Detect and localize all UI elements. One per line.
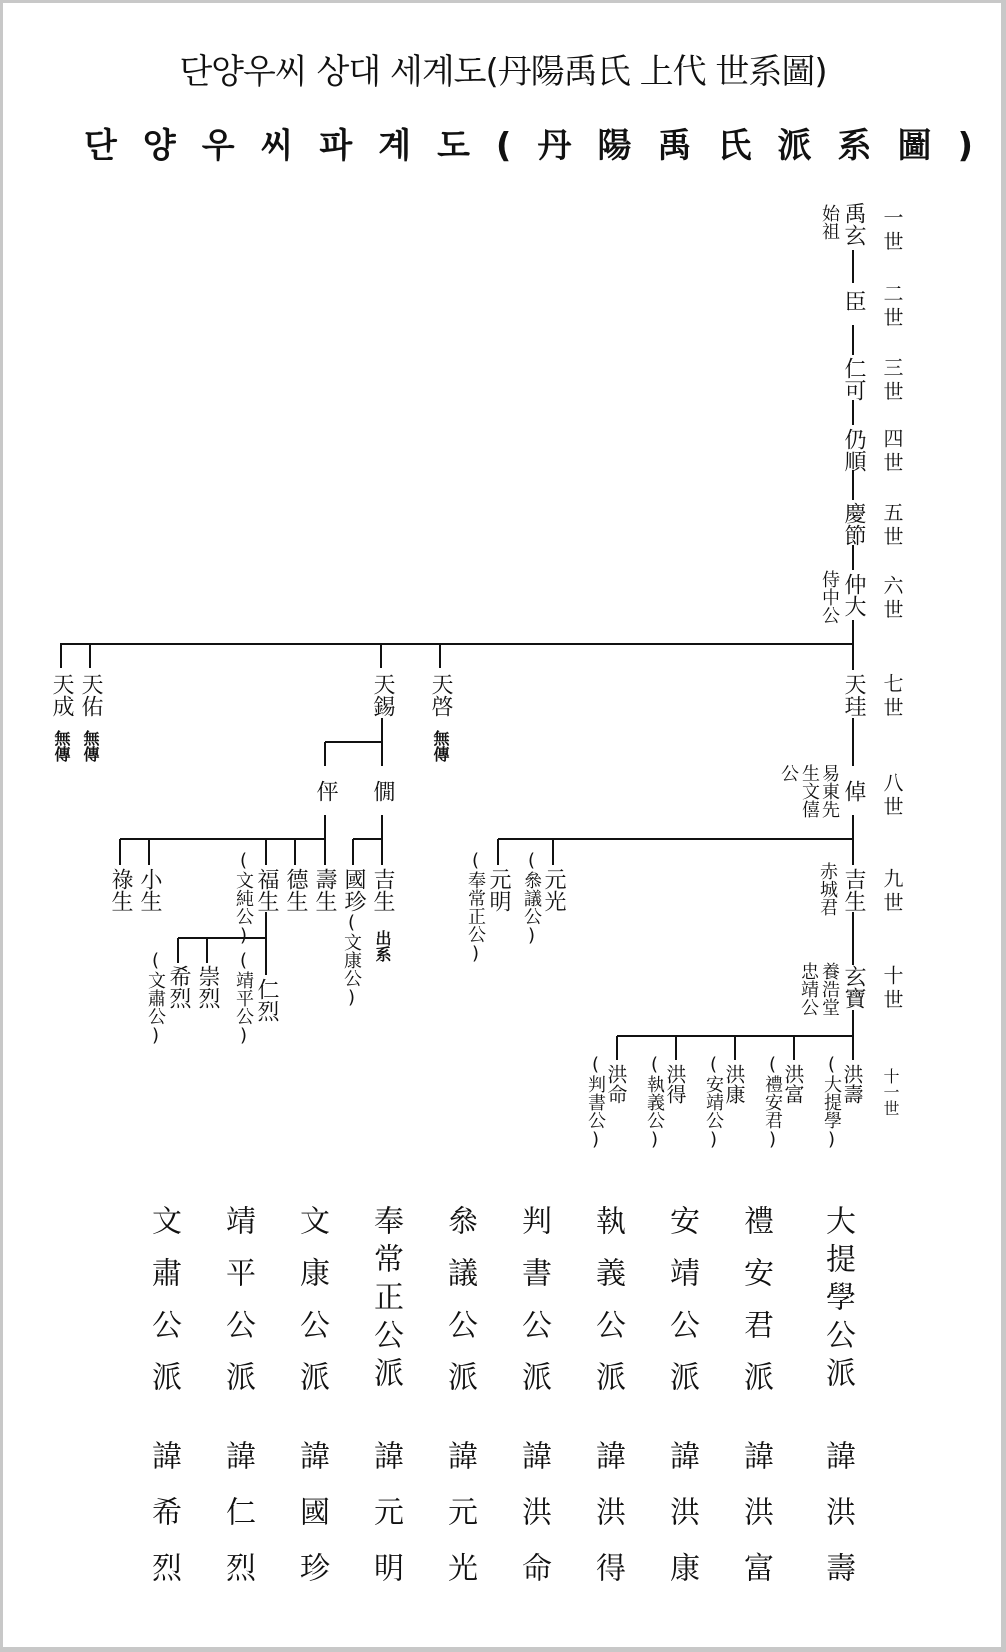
person-tianwoo: 天佑 [78,673,103,717]
note-inryeol: (靖平公) [233,950,254,1046]
person-tianseong: 天成 [49,673,74,717]
note-gukjin: (文康公) [341,912,362,1008]
person-g3: 仁可 [841,357,866,401]
note-g6: 侍中公 [819,570,840,624]
note-hongmyeong: (判書公) [585,1054,606,1150]
given-name-4: 元明 [368,1496,403,1608]
person-g5: 慶節 [841,502,866,546]
person-sosaeng: 小生 [137,868,162,912]
note-gilsaeng-adopted: 出系 [373,930,392,962]
hwi-8: 諱 [664,1440,699,1496]
note-tianwoo: 無傳 [81,730,100,762]
person-noksaeng: 祿生 [108,868,133,912]
person-g9: 吉生 [841,868,866,912]
hwi-6: 諱 [516,1440,551,1496]
hwi-9: 諱 [738,1440,773,1496]
faction-name-2: 靖平公派 [220,1205,255,1413]
person-honggang: 洪康 [722,1064,746,1104]
person-hongdeuk: 洪得 [663,1064,687,1104]
generation-label-3: 三世 [880,357,904,405]
person-han: 僩 [370,780,395,802]
hwi-2: 諱 [220,1440,255,1496]
person-boksaeng: 福生 [254,868,279,912]
note-tiangye: 無傳 [431,730,450,762]
note-honggang: (安靖公) [703,1054,724,1150]
person-wongwang: 元光 [541,868,566,912]
generation-label-8: 八世 [880,772,904,820]
person-g8: 倬 [841,780,866,802]
person-g4: 仍順 [841,428,866,472]
note-hongbu: (禮安君) [762,1054,783,1150]
note-hongdeuk: (執義公) [644,1054,665,1150]
generation-label-6: 六世 [880,575,904,623]
hwi-1: 諱 [146,1440,181,1496]
given-name-1: 希烈 [146,1496,181,1608]
generation-label-1: 一世 [880,207,904,255]
note-wongwang: (叅議公) [521,850,542,946]
faction-name-1: 文肅公派 [146,1205,181,1413]
person-huiryeol: 希烈 [166,965,191,1009]
person-gilsaeng-adopted: 吉生 [370,868,395,912]
note-g8-c: 公 [778,764,799,782]
hwi-5: 諱 [442,1440,477,1496]
note-g1: 始祖 [819,204,840,240]
generation-label-7: 七世 [880,673,904,721]
person-pyeong: 伻 [313,780,338,802]
generation-label-9: 九世 [880,868,904,916]
hwi-7: 諱 [590,1440,625,1496]
person-hongsu: 洪壽 [840,1064,864,1104]
faction-name-3: 文康公派 [294,1205,329,1413]
person-hongbu: 洪富 [781,1064,805,1104]
person-g2: 臣 [841,290,866,312]
note-hongsu: (大提學) [821,1054,842,1150]
given-name-7: 洪得 [590,1496,625,1608]
person-inryeol: 仁烈 [254,978,279,1022]
hwi-3: 諱 [294,1440,329,1496]
given-name-8: 洪康 [664,1496,699,1608]
generation-label-2: 二世 [880,283,904,331]
hwi-10: 諱 [820,1440,855,1496]
person-g7: 天珪 [841,673,866,717]
faction-name-9: 禮安君派 [738,1205,773,1413]
person-g10: 玄寶 [841,965,866,1009]
person-susaeng: 壽生 [312,868,337,912]
note-tianseong: 無傳 [52,730,71,762]
sub-title: 단양우씨파계도(丹陽禹氏派系圖) [84,126,999,166]
faction-name-8: 安靖公派 [664,1205,699,1413]
given-name-9: 洪富 [738,1496,773,1608]
faction-name-4: 奉常正公派 [368,1205,403,1395]
note-g10-a: 養浩堂 [819,962,840,1016]
faction-name-6: 判書公派 [516,1205,551,1413]
faction-name-5: 叅議公派 [442,1205,477,1413]
hwi-4: 諱 [368,1440,403,1496]
generation-label-4: 四世 [880,428,904,476]
given-name-2: 仁烈 [220,1496,255,1608]
note-g8-b: 生文僖 [799,764,820,818]
given-name-3: 國珍 [294,1496,329,1608]
given-name-10: 洪壽 [820,1496,855,1608]
note-g9: 赤城君 [817,862,838,916]
person-hongmyeong: 洪命 [604,1064,628,1104]
person-gukjin: 國珍 [341,868,366,912]
person-wonmyeong: 元明 [486,868,511,912]
note-wonmyeong: (奉常正公) [465,850,486,964]
given-name-6: 洪命 [516,1496,551,1608]
note-g8-a: 易東先 [819,764,840,818]
person-deoksaeng: 德生 [283,868,308,912]
person-sungryeol: 崇烈 [195,965,220,1009]
generation-label-10: 十世 [880,965,904,1013]
person-g6: 仲大 [841,573,866,617]
person-g1: 禹玄 [841,202,866,246]
faction-name-10: 大提學公派 [820,1205,855,1395]
generation-label-11: 十一世 [881,1068,900,1116]
faction-name-7: 執義公派 [590,1205,625,1413]
person-tianxi: 天錫 [370,673,395,717]
generation-label-5: 五世 [880,502,904,550]
main-title: 단양우씨 상대 세계도(丹陽禹氏 上代 世系圖) [179,52,827,92]
given-name-5: 元光 [442,1496,477,1608]
note-boksaeng: (文純公) [233,850,254,946]
person-tiangye: 天啓 [428,673,453,717]
note-huiryeol: (文肅公) [145,950,166,1046]
note-g10-b: 忠靖公 [798,962,819,1016]
